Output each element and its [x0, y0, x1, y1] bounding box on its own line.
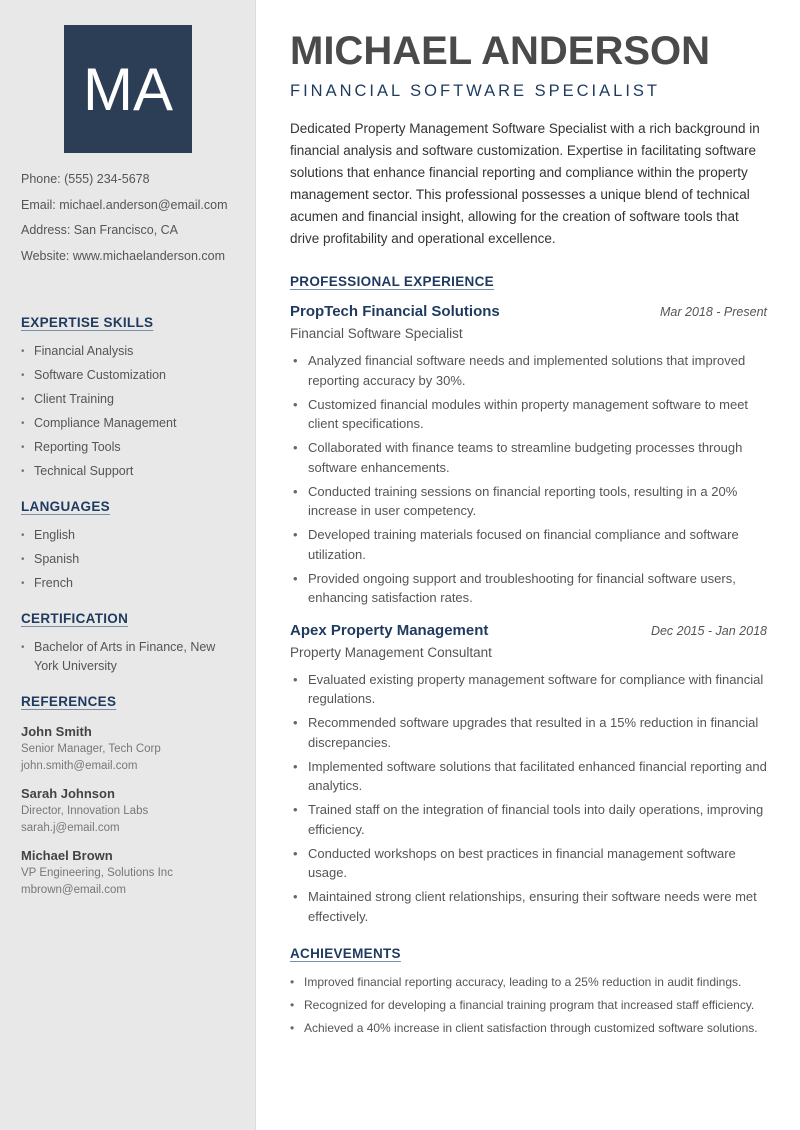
language-item: • Spanish: [21, 550, 231, 569]
summary: Dedicated Property Management Software Specialist with a rich background in financial analysis and software customization. Expertise in facilitating software solutions that enhance financial reporting and compliance within the property management sector. This professional possesses a unique blend of technical acumen and financial insight, allowing for the creation of software tools that drive profitability and operational excellence.: [290, 121, 760, 246]
job-bullet: • Collaborated with finance teams to streamline budgeting processes through software enhancements.: [290, 438, 770, 477]
reference-email: mbrown@email.com: [21, 884, 126, 896]
job-dates: Mar 2018 - Present: [660, 305, 767, 319]
job-bullet: • Maintained strong client relationships, ensuring their software needs were met effectively.: [290, 887, 770, 926]
experience-list: [290, 303, 770, 926]
reference-role: Director, Innovation Labs: [21, 805, 149, 817]
job-entry: [290, 303, 770, 608]
certification-item: • Bachelor of Arts in Finance, New York University: [21, 638, 231, 676]
job-bullet: • Trained staff on the integration of financial tools into daily operations, improving efficiency.: [290, 800, 770, 839]
job-bullet: • Developed training materials focused on financial compliance and software utilization.: [290, 525, 770, 564]
contact-info: [21, 171, 255, 273]
skill-item: • Technical Support: [21, 462, 231, 481]
reference-role: Senior Manager, Tech Corp: [21, 743, 161, 755]
job-bullets: [290, 351, 770, 608]
job-bullet: • Implemented software solutions that facilitated enhanced financial reporting and analytics.: [290, 757, 770, 796]
reference-name: Michael Brown: [21, 848, 113, 863]
reference-name: Sarah Johnson: [21, 786, 115, 801]
reference-item: [21, 785, 255, 837]
job-bullet: • Recommended software upgrades that resulted in a 15% reduction in financial discrepancies.: [290, 713, 770, 752]
job-bullets: [290, 670, 770, 927]
candidate-title: FINANCIAL SOFTWARE SPECIALIST: [290, 82, 660, 100]
sidebar: [0, 0, 256, 1130]
reference-item: [21, 723, 255, 775]
job-dates: Dec 2015 - Jan 2018: [650, 623, 767, 638]
company-name: Apex Property Management: [290, 621, 489, 639]
certification-heading: CERTIFICATION: [21, 611, 129, 626]
job-header: [290, 622, 770, 639]
languages-list: [21, 526, 255, 593]
languages-heading: LANGUAGES: [21, 499, 110, 514]
achievements-list: [290, 973, 770, 1038]
references-list: [21, 723, 255, 899]
contact-address: Address: San Francisco, CA: [21, 223, 179, 237]
certification-list: [21, 638, 255, 676]
experience-heading: PROFESSIONAL EXPERIENCE: [290, 274, 494, 289]
job-bullet: • Conducted workshops on best practices in financial management software usage.: [290, 844, 770, 883]
references-heading: REFERENCES: [21, 694, 117, 709]
job-role: Financial Software Specialist: [290, 326, 463, 341]
skills-list: [21, 342, 255, 481]
contact-website: Website: www.michaelanderson.com: [21, 248, 226, 263]
contact-phone: Phone: (555) 234-5678: [21, 172, 150, 186]
job-bullet: • Conducted training sessions on financial reporting tools, resulting in a 20% increase in user competency.: [290, 482, 770, 521]
reference-item: [21, 847, 255, 899]
candidate-name: MICHAEL ANDERSON: [290, 29, 711, 73]
skill-item: • Reporting Tools: [21, 438, 231, 457]
main-content: [290, 28, 770, 1042]
skill-item: • Compliance Management: [21, 414, 231, 433]
achievement-item: • Improved financial reporting accuracy, leading to a 25% reduction in audit findings.: [290, 973, 770, 992]
language-item: • French: [21, 574, 231, 593]
skill-item: • Software Customization: [21, 366, 231, 385]
job-entry: [290, 622, 770, 927]
reference-role: VP Engineering, Solutions Inc: [21, 867, 173, 879]
skills-heading: EXPERTISE SKILLS: [21, 315, 154, 330]
reference-name: John Smith: [21, 724, 92, 739]
job-bullet: • Evaluated existing property management software for compliance with financial regulations.: [290, 670, 770, 709]
contact-email: Email: michael.anderson@email.com: [21, 197, 228, 212]
reference-email: john.smith@email.com: [21, 760, 138, 772]
achievement-item: • Recognized for developing a financial training program that increased staff efficiency.: [290, 996, 770, 1015]
company-name: PropTech Financial Solutions: [290, 303, 500, 320]
language-item: • English: [21, 526, 231, 545]
job-role: Property Management Consultant: [290, 644, 492, 660]
job-header: [290, 303, 770, 320]
achievement-item: • Achieved a 40% increase in client satisfaction through customized software solutions.: [290, 1019, 770, 1038]
job-bullet: • Provided ongoing support and troubleshooting for financial software users, enhancing satisfaction rates.: [290, 569, 770, 608]
job-bullet: • Customized financial modules within property management software to meet client specifications.: [290, 395, 770, 434]
reference-email: sarah.j@email.com: [21, 822, 120, 834]
skill-item: • Financial Analysis: [21, 342, 231, 361]
achievements-heading: ACHIEVEMENTS: [290, 946, 401, 961]
skill-item: • Client Training: [21, 390, 231, 409]
job-bullet: • Analyzed financial software needs and implemented solutions that improved reporting accuracy by 30%.: [290, 351, 770, 390]
avatar: MA: [64, 25, 192, 153]
